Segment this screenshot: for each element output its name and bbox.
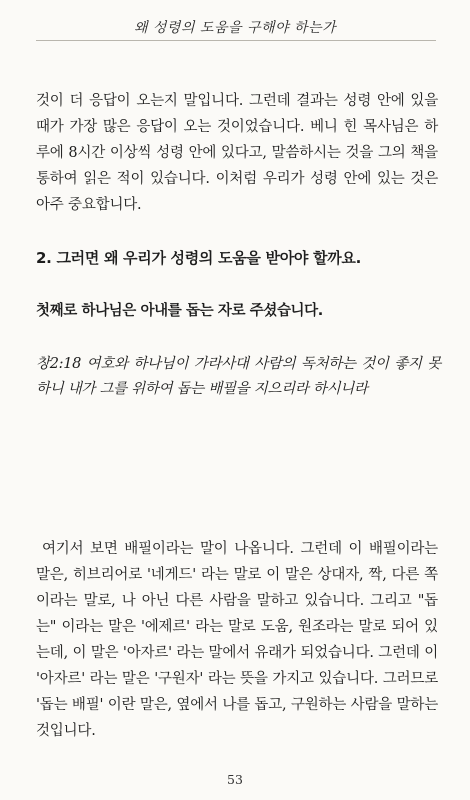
- scripture-quote: 창2:18 여호와 하나님이 가라사대 사람의 독처하는 것이 좋지 못하니 내가 그를 위하여 돕는 배필을 지으리라 하시니라: [36, 356, 441, 397]
- header-divider: [36, 40, 436, 41]
- page-number: 53: [227, 772, 243, 787]
- sub-heading: 첫째로 하나님은 아내를 돕는 자로 주셨습니다.: [36, 303, 323, 319]
- body-paragraph-2: 여기서 보면 배필이라는 말이 나옵니다. 그런데 이 배필이라는 말은, 히브리어로 '네게드' 라는 말로 이 말은 상대자, 짝, 다른 쪽 이라는 말로, 나 아닌 다른 사람을 말하고 있습니다. 그리고 "돕는" 이라는 말은 '에제르' 라는 말로 도움, 원조라는 말로 되어 있는데, 이 말은 '아자르' 라는 말에서 유래가 되었습니다. 그런데 이 '아자르' 라는 말은 '구원자' 라는 뜻을 가지고 있습니다. 그러므로 '돕는 배필' 이란 말은, 옆에서 나를 돕고, 구원하는 사람을 말하는 것입니다.: [36, 541, 438, 739]
- body-paragraph-1: 것이 더 응답이 오는지 말입니다. 그런데 결과는 성령 안에 있을 때가 가장 많은 응답이 오는 것이었습니다. 베니 힌 목사님은 하루에 8시간 이상씩 성령 안에 있다고, 말씀하시는 것을 그의 책을 통하여 읽은 적이 있습니다. 이처럼 우리가 성령 안에 있는 것은 아주 중요합니다.: [36, 93, 438, 213]
- section-heading: 2. 그러면 왜 우리가 성령의 도움을 받아야 할까요.: [36, 249, 362, 267]
- running-header: 왜 성령의 도움을 구해야 하는가: [133, 20, 337, 36]
